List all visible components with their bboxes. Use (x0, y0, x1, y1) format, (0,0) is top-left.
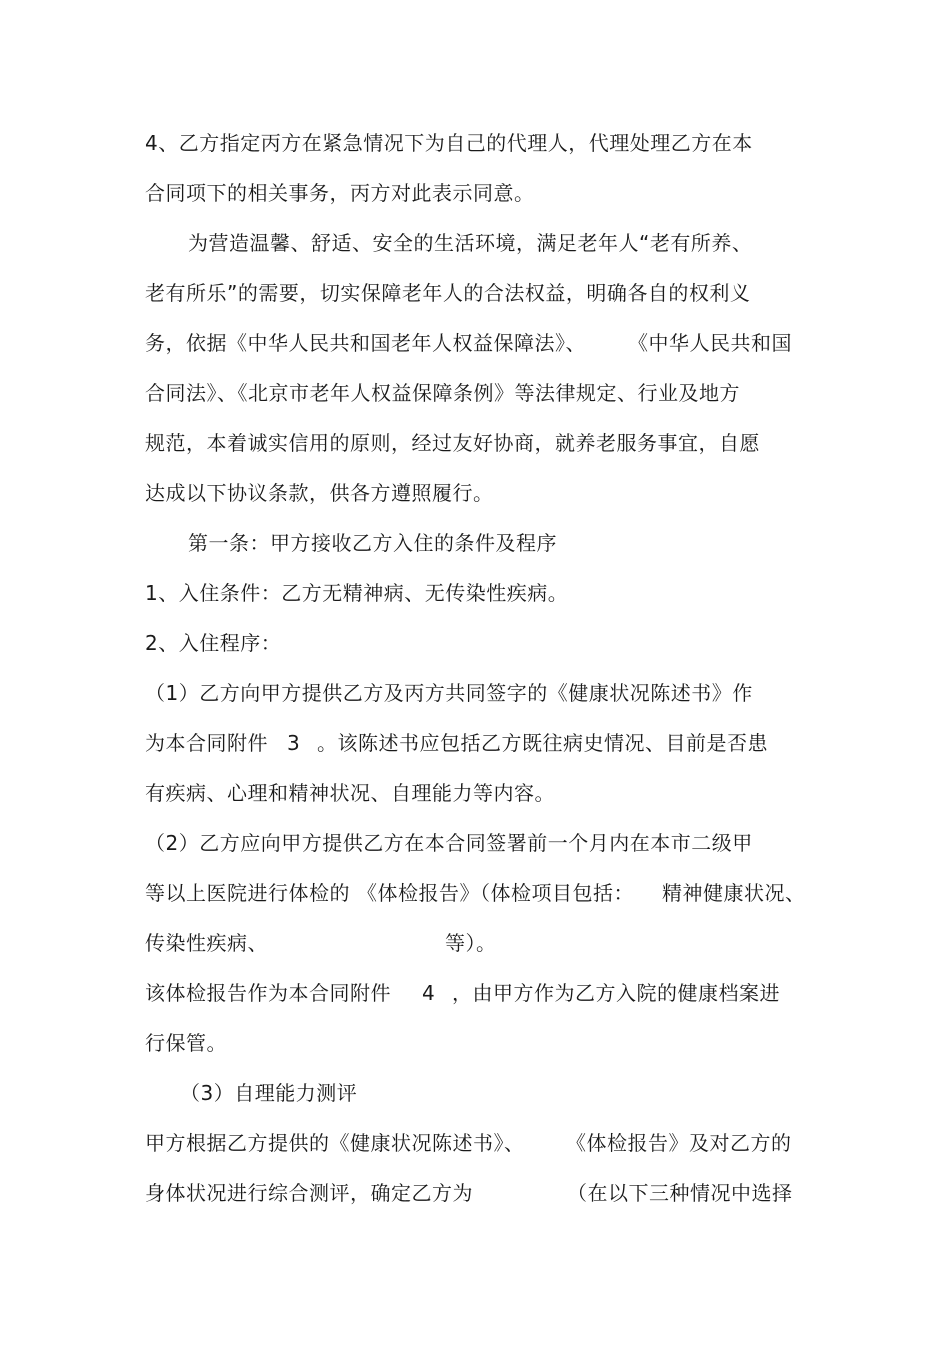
text-line (145, 130, 753, 156)
text-line (145, 830, 753, 856)
text-segment: （1）乙方向甲方提供乙方及丙方共同签字的《健康状况陈述书》作 (145, 681, 753, 705)
text-segment: 《体检报告》及对乙方的 (566, 1131, 792, 1155)
text-line (662, 880, 806, 906)
text-segment: （在以下三种情况中选择 (567, 1181, 793, 1205)
text-line (145, 280, 750, 306)
text-line (567, 1180, 793, 1206)
text-segment: 行保管。 (145, 1031, 227, 1055)
text-line (145, 430, 760, 456)
text-line (445, 930, 497, 956)
text-segment: 务，依据《中华人民共和国老年人权益保障法》、 (145, 331, 586, 355)
text-segment: 4、乙方指定丙方在紧急情况下为自己的代理人，代理处理乙方在本 (145, 131, 753, 155)
text-line (452, 980, 780, 1006)
section-heading (188, 530, 557, 556)
text-segment: 该体检报告作为本合同附件 (145, 981, 391, 1005)
text-segment: 为本合同附件 (145, 731, 268, 755)
text-segment: （2）乙方应向甲方提供乙方在本合同签署前一个月内在本市二级甲 (145, 831, 753, 855)
text-line (145, 980, 391, 1006)
text-line (287, 730, 300, 756)
text-segment: 3 (287, 731, 301, 755)
text-segment: 精神健康状况、 (662, 881, 806, 905)
text-segment: 有疾病、心理和精神状况、自理能力等内容。 (145, 781, 555, 805)
text-line (145, 680, 753, 706)
text-segment: 达成以下协议条款，供各方遵照履行。 (145, 481, 494, 505)
text-line (145, 330, 586, 356)
text-segment: 4 (422, 981, 436, 1005)
text-segment: 老有所乐”的需要，切实保障老年人的合法权益，明确各自的权利义 (145, 281, 751, 305)
text-segment: 等以上医院进行体检的 (145, 881, 350, 905)
text-segment: 合同项下的相关事务，丙方对此表示同意。 (145, 181, 535, 205)
text-segment: 甲方根据乙方提供的《健康状况陈述书》、 (145, 1131, 525, 1155)
text-line (145, 480, 494, 506)
text-line (317, 730, 768, 756)
text-segment: 为营造温馨、舒适、安全的生活环境，满足老年人“老有所养、 (188, 231, 753, 255)
text-line (145, 1180, 473, 1206)
text-segment: 传染性疾病、 (145, 931, 268, 955)
text-segment: ，由甲方作为乙方入院的健康档案进 (452, 981, 780, 1005)
text-segment: 等）。 (445, 931, 497, 955)
text-line (145, 380, 740, 406)
text-line (188, 230, 752, 256)
text-line (145, 1130, 525, 1156)
text-line (628, 330, 792, 356)
text-line (145, 180, 535, 206)
text-segment: 。该陈述书应包括乙方既往病史情况、目前是否患 (317, 731, 768, 755)
text-segment: 第一条：甲方接收乙方入住的条件及程序 (188, 531, 557, 555)
text-segment: 合同法》、《北京市老年人权益保障条例》等法律规定、行业及地方 (145, 381, 740, 405)
text-line (145, 780, 555, 806)
text-line (566, 1130, 792, 1156)
text-line (422, 980, 435, 1006)
text-segment: 身体状况进行综合测评，确定乙方为 (145, 1181, 473, 1205)
text-line (180, 1080, 357, 1106)
text-line (357, 880, 634, 906)
text-line (145, 730, 268, 756)
text-segment: 《体检报告》（体检项目包括： (357, 881, 634, 905)
text-line (145, 1030, 227, 1056)
text-segment: （3）自理能力测评 (180, 1081, 358, 1105)
text-segment: 2、入住程序： (145, 631, 282, 655)
text-line (145, 630, 281, 656)
text-line (145, 930, 268, 956)
text-line (145, 880, 350, 906)
text-segment: 1、入住条件：乙方无精神病、无传染性疾病。 (145, 581, 569, 605)
text-segment: 《中华人民共和国 (628, 331, 792, 355)
text-line (145, 580, 568, 606)
text-segment: 规范，本着诚实信用的原则，经过友好协商，就养老服务事宜，自愿 (145, 431, 760, 455)
